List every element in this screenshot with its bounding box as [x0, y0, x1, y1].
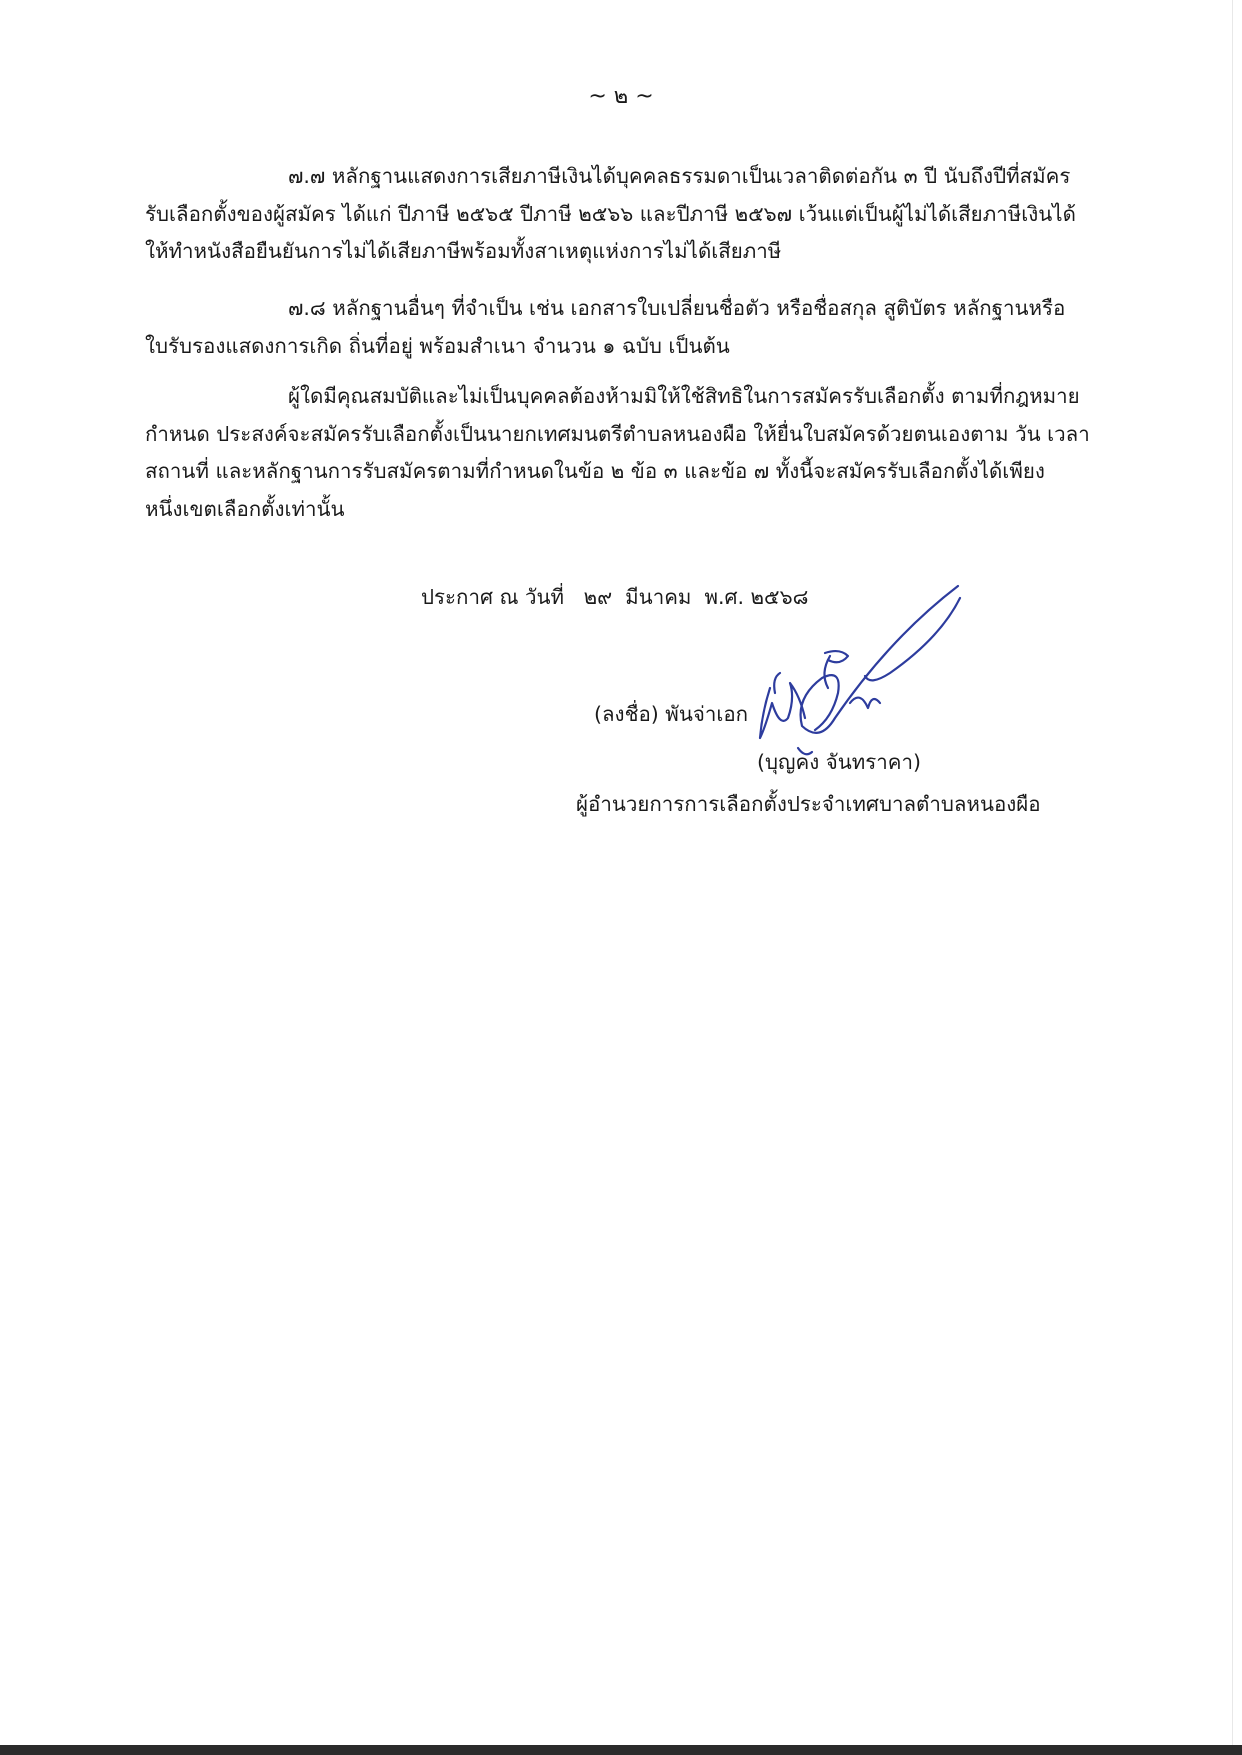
- scan-bottom-edge: [0, 1745, 1242, 1755]
- signed-rank: (ลงชื่อ) พันจ่าเอก: [594, 702, 749, 726]
- page-number: ~ ๒ ~: [588, 84, 654, 109]
- item-7-8-line-2: ใบรับรองแสดงการเกิด ถิ่นที่อยู่ พร้อมสำเนา จำนวน ๑ ฉบับ เป็นต้น: [145, 333, 730, 358]
- signature-image: [740, 578, 980, 773]
- scan-right-edge: [1232, 0, 1233, 1745]
- eligibility-line-3: สถานที่ และหลักฐานการรับสมัครตามที่กำหนดในข้อ ๒ ข้อ ๓ และข้อ ๗ ทั้งนี้จะสมัครรับเลือกตั้งได้เพียง: [145, 459, 1045, 483]
- signatory-name: (บุญคง จันทราคา): [757, 750, 921, 774]
- eligibility-line-4: หนึ่งเขตเลือกตั้งเท่านั้น: [145, 496, 345, 521]
- item-7-7-line-2: รับเลือกตั้งของผู้สมัคร ได้แก่ ปีภาษี ๒๕๖๕ ปีภาษี ๒๕๖๖ และปีภาษี ๒๕๖๗ เว้นแต่เป็นผู้ไม่ได้เสียภาษีเงินได้: [145, 201, 1076, 226]
- eligibility-line-2: กำหนด ประสงค์จะสมัครรับเลือกตั้งเป็นนายกเทศมนตรีตำบลหนองผือ ให้ยื่นใบสมัครด้วยตนเองตาม วัน เวลา: [145, 421, 1090, 446]
- item-7-8-line-1: ๗.๘ หลักฐานอื่นๆ ที่จำเป็น เช่น เอกสารใบเปลี่ยนชื่อตัว หรือชื่อสกุล สูติบัตร หลักฐานหรือ: [288, 296, 1066, 320]
- item-7-7-line-3: ให้ทำหนังสือยืนยันการไม่ได้เสียภาษีพร้อมทั้งสาเหตุแห่งการไม่ได้เสียภาษี: [145, 239, 782, 263]
- item-7-7: [145, 158, 1125, 271]
- announcement-date: ประกาศ ณ วันที่ ๒๙ มีนาคม พ.ศ. ๒๕๖๘: [421, 585, 809, 609]
- item-7-7-line-1: ๗.๗ หลักฐานแสดงการเสียภาษีเงินได้บุคคลธรรมดาเป็นเวลาติดต่อกัน ๓ ปี นับถึงปีที่สมัคร: [288, 164, 1071, 188]
- eligibility-paragraph: [145, 378, 1125, 528]
- eligibility-line-1: ผู้ใดมีคุณสมบัติและไม่เป็นบุคคลต้องห้ามมิให้ใช้สิทธิในการสมัครรับเลือกตั้ง ตามที่กฎหมาย: [288, 384, 1080, 408]
- signatory-position: ผู้อำนวยการการเลือกตั้งประจำเทศบาลตำบลหนองผือ: [576, 792, 1041, 816]
- item-7-8: [145, 290, 1125, 365]
